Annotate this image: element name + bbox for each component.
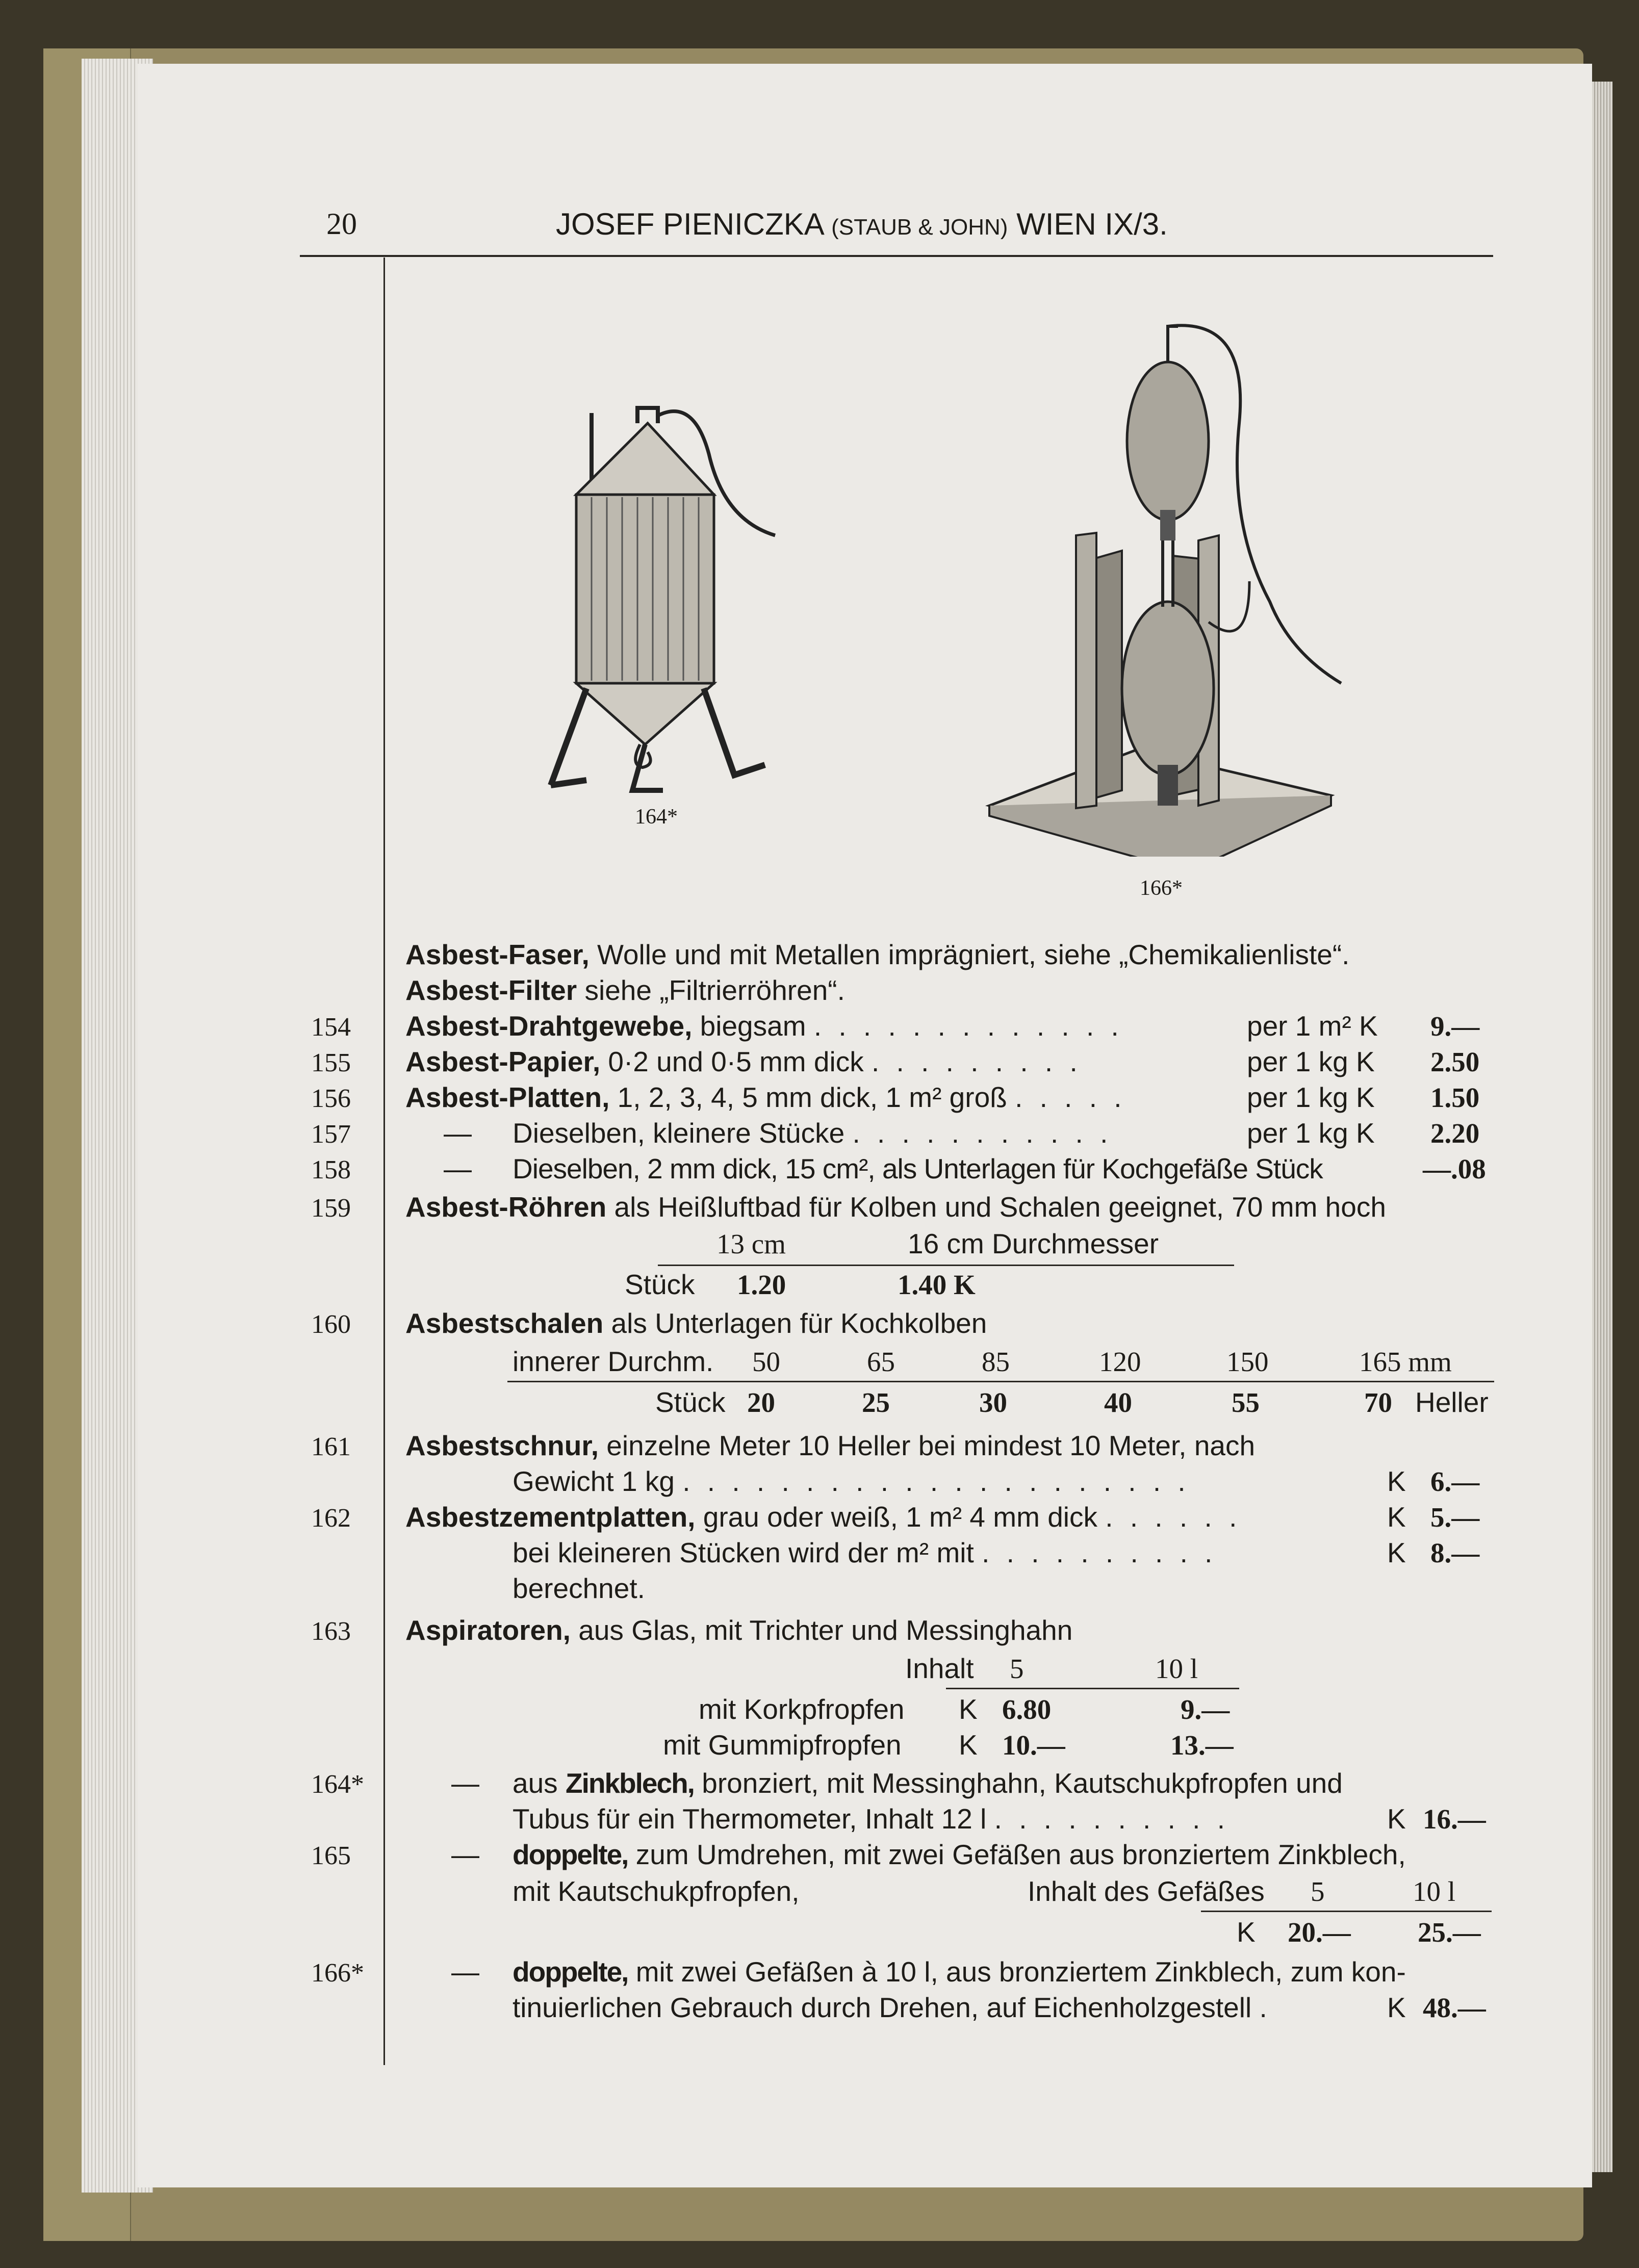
leader-dots: . . . . . . <box>1105 1501 1242 1533</box>
size-label-160: innerer Durchm. <box>513 1346 714 1377</box>
entry-text: zum Umdrehen, mit zwei Gefäßen aus bronziertem Zinkblech, <box>635 1839 1406 1870</box>
row-label-163-b: mit Gummipfropfen <box>663 1729 902 1761</box>
entry-text: grau oder weiß, 1 m² 4 mm dick <box>703 1501 1098 1533</box>
unit-161: K <box>1387 1465 1406 1497</box>
entry-161 <box>405 1432 1255 1460</box>
unit-162: K <box>1387 1501 1406 1533</box>
price-156: 1.50 <box>1430 1082 1480 1113</box>
item-number: 158 <box>311 1155 351 1184</box>
entry-dash: — <box>451 1839 479 1870</box>
header-partners: (STAUB & JOHN) <box>831 215 1008 240</box>
entry-text: Tubus für ein Thermometer, Inhalt 12 l <box>513 1803 987 1835</box>
unit-162-b: K <box>1387 1537 1406 1568</box>
size-159-b: 16 cm Durchmesser <box>908 1228 1159 1259</box>
inhalt-165-a: 5 <box>1311 1876 1325 1907</box>
entry-title: Asbest-Drahtgewebe, <box>405 1010 693 1042</box>
price-163-b-5l: 10.— <box>1002 1730 1065 1761</box>
entry-asbest-filter <box>405 976 845 1004</box>
price-158: —.08 <box>1423 1153 1486 1184</box>
inhalt-label-163: Inhalt <box>905 1653 974 1684</box>
entry-text: einzelne Meter 10 Heller bei mindest 10 Meter, nach <box>606 1430 1256 1461</box>
figure-label-164: 164* <box>635 805 678 829</box>
price-160-0: 20 <box>747 1387 775 1418</box>
item-number: 166* <box>311 1958 364 1988</box>
size-159-a: 13 cm <box>716 1228 786 1259</box>
price-165-a: 20.— <box>1288 1917 1351 1948</box>
table-rule-163 <box>946 1688 1239 1689</box>
price-162-b: 8.— <box>1430 1537 1480 1568</box>
entry-emphasis: doppelte, <box>513 1956 628 1988</box>
entry-text: mit zwei Gefäßen à 10 l, aus bronziertem Zinkblech, zum kon- <box>635 1956 1406 1988</box>
inhalt-163-b: 10 l <box>1155 1653 1198 1684</box>
price-159-a: 1.20 <box>737 1269 786 1300</box>
header-company: JOSEF PIENICZKA <box>556 207 823 241</box>
entry-text: bronziert, mit Messinghahn, Kautschukpfropfen und <box>702 1767 1343 1799</box>
item-number: 160 <box>311 1310 351 1339</box>
inhalt-165-b: 10 l <box>1413 1876 1456 1907</box>
table-rule-160 <box>507 1381 1494 1382</box>
entry-158: Dieselben, 2 mm dick, 15 cm², als Unterlagen für Kochgefäße Stück <box>513 1153 1323 1184</box>
entry-162 <box>405 1503 1241 1531</box>
entry-asbest-faser <box>405 941 1349 969</box>
entry-164-line2 <box>513 1805 1230 1833</box>
entry-text: 0·2 und 0·5 mm dick <box>608 1046 864 1077</box>
leader-dots: . <box>1259 1992 1272 2023</box>
price-162: 5.— <box>1430 1502 1480 1533</box>
item-number: 157 <box>311 1120 351 1149</box>
unit-155: per 1 kg K <box>1247 1046 1375 1077</box>
entry-dash: — <box>444 1153 472 1184</box>
entry-dash: — <box>444 1117 472 1149</box>
entry-title: Asbest-Röhren <box>405 1191 607 1223</box>
entry-emphasis: doppelte, <box>513 1839 628 1870</box>
entry-166 <box>513 1958 1406 1986</box>
entry-text: Gewicht 1 kg <box>513 1465 675 1497</box>
leader-dots: . . . . . . . . . <box>871 1046 1082 1077</box>
figure-label-166: 166* <box>1140 877 1183 900</box>
item-number: 155 <box>311 1048 351 1077</box>
row-unit-163-b: K <box>959 1729 978 1761</box>
size-160-0: 50 <box>752 1346 780 1377</box>
unit-166: K <box>1387 1992 1406 2023</box>
entry-155 <box>405 1048 1082 1076</box>
price-unit-160: Heller <box>1415 1386 1489 1418</box>
entry-title: Asbestschnur, <box>405 1430 599 1461</box>
aspirator-164-illustration <box>541 388 796 806</box>
size-160-5: 165 mm <box>1359 1346 1452 1377</box>
page-header <box>556 207 1168 242</box>
entry-165-line2: mit Kautschukpfropfen, <box>513 1875 800 1907</box>
entry-165 <box>513 1841 1406 1869</box>
entry-163 <box>405 1616 1072 1644</box>
price-160-1: 25 <box>862 1387 890 1418</box>
row-unit-163-a: K <box>959 1693 978 1725</box>
entry-dash: — <box>451 1767 479 1799</box>
column-rule <box>383 257 385 2065</box>
entry-text: siehe „Filtrierröhren“. <box>584 974 845 1006</box>
entry-text: aus Glas, mit Trichter und Messinghahn <box>578 1614 1073 1646</box>
page-edges-right <box>1592 82 1612 2172</box>
entry-title: Aspiratoren, <box>405 1614 571 1646</box>
entry-title: Asbest-Filter <box>405 974 577 1006</box>
inhalt-163-a: 5 <box>1010 1653 1024 1684</box>
leader-dots: . . . . . . . . . . . . . <box>813 1010 1123 1042</box>
item-number: 162 <box>311 1504 351 1533</box>
entry-text: Dieselben, kleinere Stücke <box>513 1117 845 1149</box>
price-163-a-10l: 9.— <box>1181 1694 1230 1725</box>
entry-text: aus <box>513 1767 558 1799</box>
price-157: 2.20 <box>1430 1118 1480 1149</box>
entry-154 <box>405 1012 1123 1040</box>
price-161: 6.— <box>1430 1466 1480 1497</box>
unit-154: per 1 m² K <box>1247 1010 1378 1042</box>
entry-166-line2 <box>513 1994 1272 2022</box>
item-number: 159 <box>311 1194 351 1223</box>
entry-156 <box>405 1081 1126 1113</box>
entry-159 <box>405 1193 1386 1221</box>
price-154: 9.— <box>1430 1011 1480 1042</box>
page-number: 20 <box>326 207 357 241</box>
price-160-5: 70 <box>1364 1387 1392 1418</box>
table-rule-165 <box>1201 1911 1492 1912</box>
price-164: 16.— <box>1423 1803 1486 1835</box>
aspirator-166-illustration <box>984 296 1351 857</box>
entry-text: bei kleineren Stücken wird der m² mit <box>513 1537 974 1568</box>
leader-dots: . . . . . . . . . . . . . . . . . . . . . <box>682 1465 1190 1497</box>
price-155: 2.50 <box>1430 1046 1480 1077</box>
entry-emphasis: Zinkblech, <box>565 1767 694 1799</box>
entry-162-line3: berechnet. <box>513 1573 645 1604</box>
entry-text: als Heißluftbad für Kolben und Schalen geeignet, 70 mm hoch <box>614 1191 1386 1223</box>
entry-text: 1, 2, 3, 4, 5 mm dick, 1 m² groß <box>617 1081 1007 1113</box>
price-163-a-5l: 6.80 <box>1002 1694 1052 1725</box>
price-160-3: 40 <box>1104 1387 1132 1418</box>
size-160-1: 65 <box>867 1346 895 1377</box>
item-number: 165 <box>311 1841 351 1870</box>
unit-165: K <box>1237 1916 1256 1948</box>
entry-157 <box>513 1119 1112 1147</box>
item-number: 161 <box>311 1432 351 1461</box>
price-159-b: 1.40 K <box>898 1269 976 1300</box>
inhalt-label-165: Inhalt des Gefäßes <box>1028 1875 1265 1907</box>
item-number: 154 <box>311 1013 351 1042</box>
table-rule-159 <box>658 1265 1234 1266</box>
entry-162-line2 <box>513 1539 1217 1567</box>
item-number: 163 <box>311 1617 351 1646</box>
entry-title: Asbest-Platten, <box>405 1081 610 1113</box>
entry-161-line2 <box>513 1467 1190 1496</box>
price-166: 48.— <box>1423 1992 1486 2023</box>
leader-dots: . . . . . <box>1015 1081 1126 1113</box>
entry-title: Asbest-Papier, <box>405 1046 601 1077</box>
price-165-b: 25.— <box>1418 1917 1481 1948</box>
unit-157: per 1 kg K <box>1247 1117 1375 1149</box>
entry-title: Asbestschalen <box>405 1307 604 1339</box>
leader-dots: . . . . . . . . . . <box>982 1537 1217 1568</box>
size-160-4: 150 <box>1226 1346 1269 1377</box>
entry-title: Asbest-Faser, <box>405 939 590 970</box>
item-number: 164* <box>311 1770 364 1799</box>
size-160-2: 85 <box>982 1346 1010 1377</box>
entry-text: als Unterlagen für Kochkolben <box>611 1307 987 1339</box>
entry-text: Wolle und mit Metallen imprägniert, siehe „Chemikalienliste“. <box>597 939 1350 970</box>
row-label-163-a: mit Korkpfropfen <box>699 1693 905 1725</box>
leader-dots: . . . . . . . . . . <box>994 1803 1230 1835</box>
price-160-4: 55 <box>1232 1387 1260 1418</box>
entry-164 <box>513 1769 1343 1797</box>
header-city: WIEN IX/3. <box>1016 207 1168 241</box>
price-163-b-10l: 13.— <box>1170 1730 1234 1761</box>
entry-dash: — <box>451 1956 479 1988</box>
leader-dots: . . . . . . . . . . . <box>852 1117 1113 1149</box>
entry-160 <box>405 1309 987 1337</box>
price-label-160: Stück <box>655 1386 726 1418</box>
unit-164: K <box>1387 1803 1406 1835</box>
unit-156: per 1 kg K <box>1247 1081 1375 1113</box>
entry-text: tinuierlichen Gebrauch durch Drehen, auf Eichenholzgestell <box>513 1992 1252 2023</box>
price-160-2: 30 <box>979 1387 1007 1418</box>
size-160-3: 120 <box>1099 1346 1141 1377</box>
entry-text: biegsam <box>700 1010 806 1042</box>
entry-title: Asbestzementplatten, <box>405 1501 696 1533</box>
item-number: 156 <box>311 1084 351 1113</box>
price-label-159: Stück <box>625 1269 695 1300</box>
header-rule <box>300 255 1493 257</box>
